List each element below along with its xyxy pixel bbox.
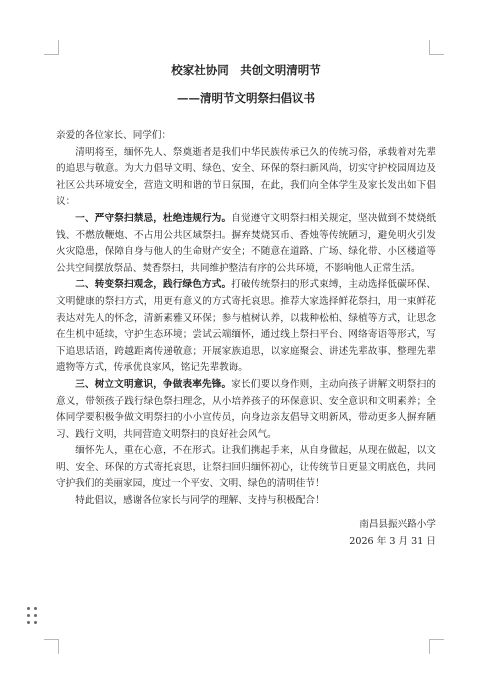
- proposal-item-1: [56, 211, 436, 277]
- proposal-text-2: 打破传统祭扫的形式束缚，主动选择低碳环保、文明健康的祭扫方式，用更有意义的方式寄托哀思。推荐大家选择鲜花祭扫，用一束鲜花表达对先人的怀念，清新素雅又环保；参与植树认养，以栽种松柏、绿植等方式，让思念在生机中延续，守护生态环境；尝试云端缅怀，通过线上祭扫平台、网络寄语等形式，写下追思话语，跨越距离传递敬意；开展家族追思，以家庭聚会、讲述先辈故事、整理先辈遗物等方式，传承优良家风，铭记先辈教诲。: [56, 279, 437, 374]
- closing-paragraph: 缅怀先人，重在心意，不在形式。让我们携起手来，从自身做起，从现在做起，以文明、安全、环保的方式寄托哀思，让祭扫回归缅怀初心，让传统节日更显文明底色，共同守护我们的美丽家园，度过一个平安、文明、绿色的清明佳节！: [56, 445, 436, 490]
- corner-mark-bottom-right: [429, 639, 444, 654]
- document-body: [56, 128, 436, 510]
- intro-paragraph: 清明将至，缅怀先人、祭奠逝者是我们中华民族传承已久的传统习俗，承载着对先辈的追思与敬意。为大力倡导文明、绿色、安全、环保的祭扫新风尚，切实守护校园周边及社区公共环境安全，营造文明和谐的节日氛围，在此，我们向全体学生及家长发出如下倡议：: [56, 146, 436, 208]
- corner-mark-bottom-left: [44, 639, 59, 654]
- proposal-heading-1: 一、严守祭扫禁忌，杜绝违规行为。: [75, 212, 232, 224]
- thanks-paragraph: 特此倡议，感谢各位家长与同学的理解、支持与积极配合！: [75, 495, 325, 507]
- proposal-item-2: [56, 277, 436, 377]
- document-title: 校家社协同 共创文明清明节: [171, 63, 321, 77]
- greeting: 亲爱的各位家长、同学们：: [56, 130, 172, 141]
- corner-mark-top-left: [44, 40, 59, 55]
- proposal-heading-3: 三、树立文明意识，争做表率先锋。: [75, 378, 232, 390]
- proposal-item-3: [56, 377, 436, 443]
- proposal-text-3: 家长们要以身作则，主动向孩子讲解文明祭扫的意义，带领孩子践行绿色祭扫理念，从小培养孩子的环保意识、安全意识和文明素养；全体同学要积极争做文明祭扫的小小宣传员，向身边亲友倡导文明新风，带动更多人摒弃陋习、践行文明，共同营造文明祭扫的良好社会风气。: [56, 378, 437, 440]
- signature-block: [56, 516, 436, 550]
- signature-org: 南昌县振兴路小学: [359, 518, 436, 530]
- proposal-text-1: 自觉遵守文明祭扫相关规定，坚决做到不焚烧纸钱、不燃放鞭炮、不占用公共区域祭扫。摒弃焚烧冥币、香烛等传统陋习，避免明火引发火灾隐患，保障自身与他人的生命财产安全；不随意在道路、广场、绿化带、小区楼道等公共空间摆放祭品、焚香祭扫，共同维护整洁有序的公共环境，不影响他人正常生活。: [56, 212, 437, 274]
- document-subtitle: ——清明节文明祭扫倡议书: [177, 91, 315, 105]
- drag-handle-icon[interactable]: [27, 607, 39, 625]
- document-content[interactable]: [56, 62, 436, 550]
- signature-date: 2026 年 3 月 31 日: [349, 535, 436, 547]
- corner-mark-top-right: [429, 40, 444, 55]
- proposal-heading-2: 二、转变祭扫观念，践行绿色方式。: [75, 279, 232, 291]
